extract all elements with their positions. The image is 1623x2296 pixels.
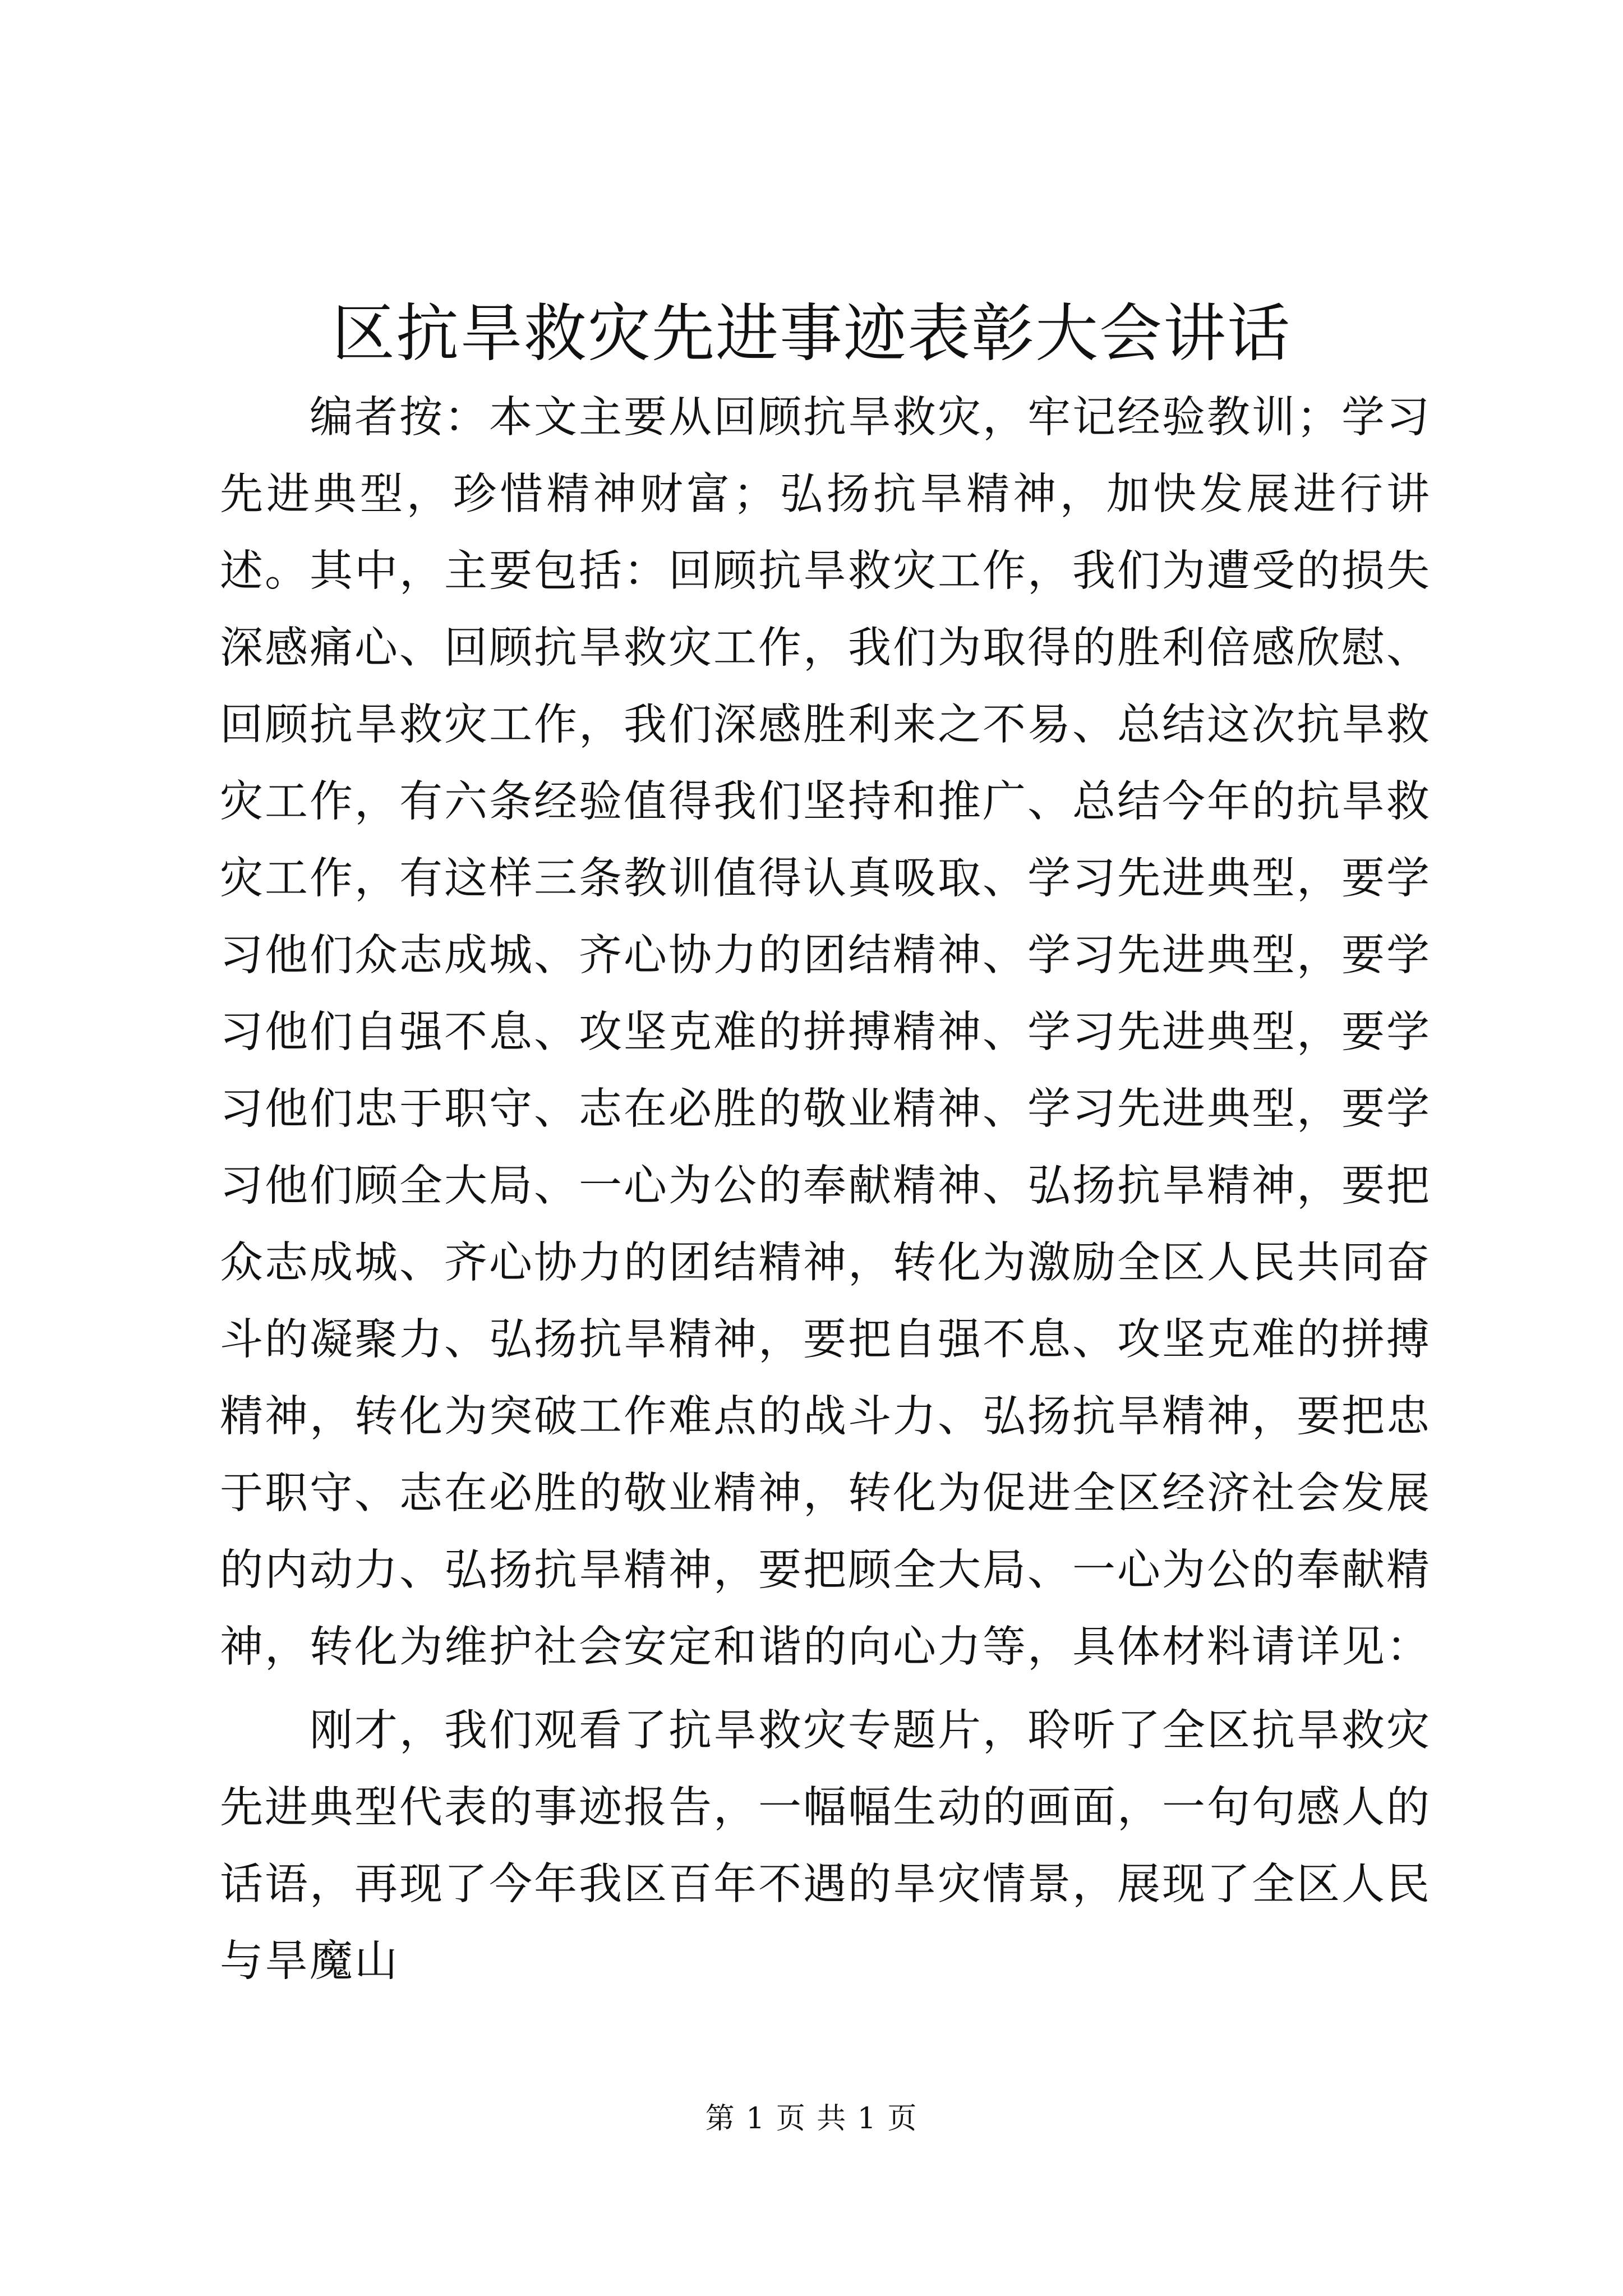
page-footer: 第 1 页 共 1 页 — [705, 2102, 918, 2136]
document-body — [220, 379, 1431, 2007]
paragraph-speech-opening: 刚才，我们观看了抗旱救灾专题片，聆听了全区抗旱救灾先进典型代表的事迹报告，一幅幅生动的画面，一句句感人的话语，再现了今年我区百年不遇的旱灾情景，展现了全区人民与旱魔山 — [220, 1706, 1431, 1986]
document-title: 区抗旱救灾先进事迹表彰大会讲话 — [332, 297, 1291, 370]
paragraph-editor-note: 编者按：本文主要从回顾抗旱救灾，牢记经验教训；学习先进典型，珍惜精神财富；弘扬抗旱精神，加快发展进行讲述。其中，主要包括：回顾抗旱救灾工作，我们为遭受的损失深感痛心、回顾抗旱救灾工作，我们为取得的胜利倍感欣慰、回顾抗旱救灾工作，我们深感胜利来之不易、总结这次抗旱救灾工作，有六条经验值得我们坚持和推广、总结今年的抗旱救灾工作，有这样三条教训值得认真吸取、学习先进典型，要学习他们众志成城、齐心协力的团结精神、学习先进典型，要学习他们自强不息、攻坚克难的拼搏精神、学习先进典型，要学习他们忠于职守、志在必胜的敬业精神、学习先进典型，要学习他们顾全大局、一心为公的奉献精神、弘扬抗旱精神，要把众志成城、齐心协力的团结精神，转化为激励全区人民共同奋斗的凝聚力、弘扬抗旱精神，要把自强不息、攻坚克难的拼搏精神，转化为突破工作难点的战斗力、弘扬抗旱精神，要把忠于职守、志在必胜的敬业精神，转化为促进全区经济社会发展的内动力、弘扬抗旱精神，要把顾全大局、一心为公的奉献精神，转化为维护社会安定和谐的向心力等，具体材料请详见： — [220, 393, 1431, 1672]
